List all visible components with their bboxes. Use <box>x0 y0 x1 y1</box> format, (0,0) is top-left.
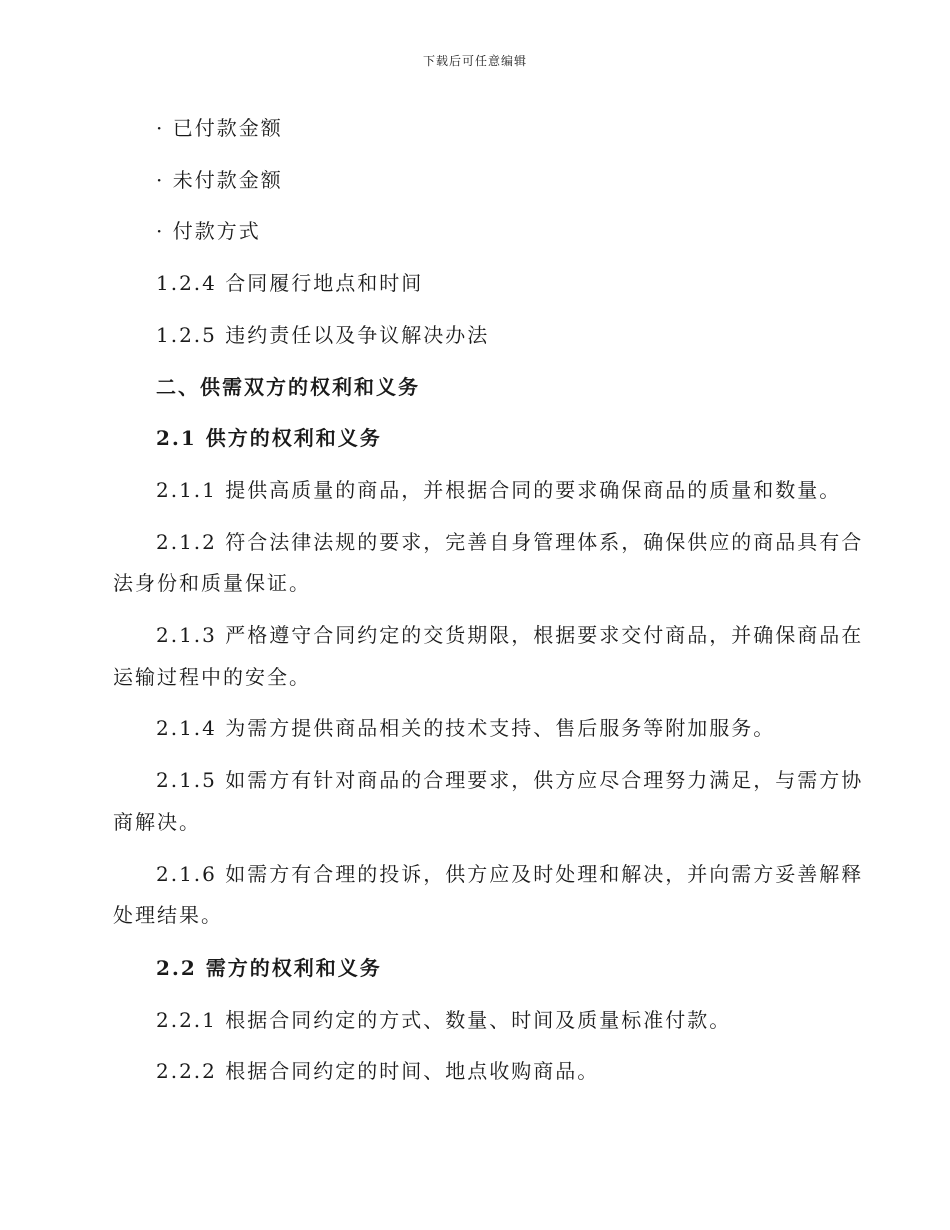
bullet-payment-method: · 付款方式 <box>156 219 261 243</box>
clause-2-1-3-line2: 运输过程中的安全。 <box>113 665 311 689</box>
clause-2-1-2-line2: 法身份和质量保证。 <box>113 571 311 595</box>
section-2-1-heading: 2.1 供方的权利和义务 <box>156 426 382 450</box>
clause-2-1-1: 2.1.1 提供高质量的商品，并根据合同的要求确保商品的质量和数量。 <box>156 478 842 502</box>
clause-2-1-2-line1: 2.1.2 符合法律法规的要求，完善自身管理体系，确保供应的商品具有合 <box>156 530 864 554</box>
clause-1-2-4: 1.2.4 合同履行地点和时间 <box>156 271 424 295</box>
section-2-2-heading: 2.2 需方的权利和义务 <box>156 956 382 980</box>
clause-2-1-6-line2: 处理结果。 <box>113 903 223 927</box>
section-2-heading: 二、供需双方的权利和义务 <box>156 375 420 399</box>
clause-2-2-1: 2.2.1 根据合同约定的方式、数量、时间及质量标准付款。 <box>156 1008 732 1032</box>
bullet-paid-amount: · 已付款金额 <box>156 116 283 140</box>
clause-2-1-6-line1: 2.1.6 如需方有合理的投诉，供方应及时处理和解决，并向需方妥善解释 <box>156 862 864 886</box>
page-header-note: 下载后可任意编辑 <box>422 54 527 68</box>
clause-1-2-5: 1.2.5 违约责任以及争议解决办法 <box>156 323 490 347</box>
clause-2-1-5-line2: 商解决。 <box>113 810 201 834</box>
bullet-unpaid-amount: · 未付款金额 <box>156 168 283 192</box>
clause-2-1-3-line1: 2.1.3 严格遵守合同约定的交货期限，根据要求交付商品，并确保商品在 <box>156 623 864 647</box>
clause-2-1-4: 2.1.4 为需方提供商品相关的技术支持、售后服务等附加服务。 <box>156 716 776 740</box>
clause-2-2-2: 2.2.2 根据合同约定的时间、地点收购商品。 <box>156 1059 600 1083</box>
clause-2-1-5-line1: 2.1.5 如需方有针对商品的合理要求，供方应尽合理努力满足，与需方协 <box>156 768 864 792</box>
